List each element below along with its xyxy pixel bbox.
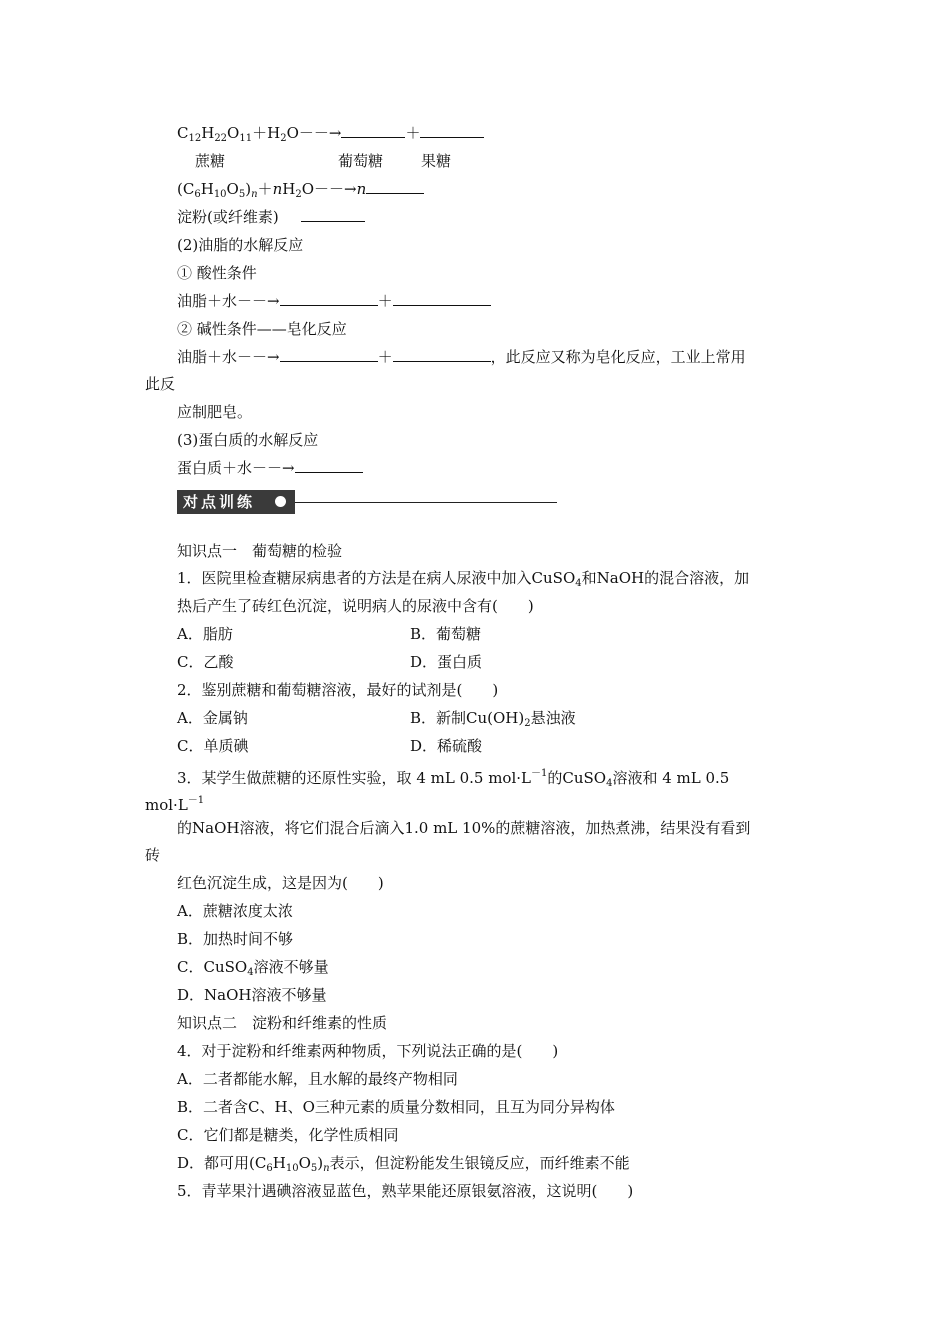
sucrose-equation: $C_{12}H_{22}O_{11}+H_2O--\to$ ＋	[177, 123, 484, 149]
q3-option-a[interactable]: A．蔗糖浓度太浓	[177, 902, 293, 920]
question-3-stem-cont: $mol\cdot L^{-1}$	[145, 795, 205, 814]
q4-option-c[interactable]: C．它们都是糖类，化学性质相同	[177, 1126, 399, 1144]
acid-condition-title: ① 酸性条件	[177, 264, 257, 282]
q1-option-c[interactable]: C．乙酸	[177, 653, 234, 671]
label-glucose: 葡萄糖	[338, 152, 384, 170]
q2-option-a[interactable]: A．金属钠	[177, 709, 248, 727]
knowledge-point-2: 知识点二 淀粉和纤维素的性质	[177, 1014, 388, 1032]
question-3-stem-cont: 红色沉淀生成，这是因为( )	[177, 874, 384, 892]
section-header-label: 对点训练	[177, 490, 295, 514]
label-sucrose: 蔗糖	[195, 152, 226, 170]
protein-hydrolysis-title: (3)蛋白质的水解反应	[177, 431, 319, 449]
knowledge-point-1: 知识点一 葡萄糖的检验	[177, 542, 343, 560]
question-2-stem: 2．鉴别蔗糖和葡萄糖溶液，最好的试剂是( )	[177, 681, 499, 699]
q3-option-c[interactable]: C．CuSO$_4$溶液不够量	[177, 958, 329, 978]
question-1-stem: 1．医院里检查糖尿病患者的方法是在病人尿液中加入CuSO$_4$和NaOH的混合溶液，加	[177, 569, 750, 589]
bullet-dot-icon	[275, 496, 286, 507]
q3-option-d[interactable]: D．NaOH溶液不够量	[177, 986, 327, 1004]
q1-option-a[interactable]: A．脂肪	[177, 625, 233, 643]
section-header	[177, 490, 557, 514]
answer-blank[interactable]	[420, 123, 484, 138]
question-4-stem: 4．对于淀粉和纤维素两种物质，下列说法正确的是( )	[177, 1042, 559, 1060]
answer-blank[interactable]	[366, 179, 424, 194]
answer-blank[interactable]	[280, 291, 378, 306]
answer-blank[interactable]	[393, 347, 491, 362]
q4-option-a[interactable]: A．二者都能水解，且水解的最终产物相同	[177, 1070, 458, 1088]
question-3-stem-cont: 砖	[145, 846, 161, 864]
label-fructose: 果糖	[421, 152, 452, 170]
q3-option-b[interactable]: B．加热时间不够	[177, 930, 294, 948]
answer-blank[interactable]	[341, 123, 405, 138]
fat-hydrolysis-title: (2)油脂的水解反应	[177, 236, 304, 254]
base-condition-title: ② 碱性条件——皂化反应	[177, 320, 347, 338]
starch-equation: $(C_6H_{10}O_5)_n+nH_2O--\to n$	[177, 179, 424, 205]
text-line: 应制肥皂。	[177, 403, 253, 421]
section-divider	[295, 502, 557, 503]
q4-option-d[interactable]: D．都可用$(C_6H_{10}O_5)_n$表示，但淀粉能发生银镜反应，而纤维素不能	[177, 1154, 630, 1174]
answer-blank[interactable]	[301, 207, 365, 222]
fat-base-equation: 油脂＋水－－→ ＋ ，此反应又称为皂化反应，工业上常用	[177, 348, 746, 366]
fat-acid-equation: 油脂＋水－－→ ＋	[177, 291, 491, 311]
text-line: 此反	[145, 375, 176, 393]
protein-equation: 蛋白质＋水－－→	[177, 458, 363, 478]
answer-blank[interactable]	[393, 291, 491, 306]
q4-option-b[interactable]: B．二者含C、H、O三种元素的质量分数相同，且互为同分异构体	[177, 1098, 615, 1116]
q2-option-b[interactable]: B．新制$Cu(OH)_2$悬浊液	[410, 709, 576, 729]
q1-option-b[interactable]: B．葡萄糖	[410, 625, 482, 643]
answer-blank[interactable]	[295, 458, 363, 473]
q2-option-c[interactable]: C．单质碘	[177, 737, 249, 755]
question-5-stem: 5．青苹果汁遇碘溶液显蓝色，熟苹果能还原银氨溶液，这说明( )	[177, 1182, 634, 1200]
question-3-stem: 3．某学生做蔗糖的还原性实验，取 4 mL 0.5 $mol\cdot L^{-1}$的CuSO$_4$溶液和 4 mL 0.5	[177, 768, 730, 789]
q2-option-d[interactable]: D．稀硫酸	[410, 737, 483, 755]
answer-blank[interactable]	[280, 347, 378, 362]
starch-label-line: 淀粉(或纤维素)	[177, 207, 365, 227]
q1-option-d[interactable]: D．蛋白质	[410, 653, 483, 671]
question-3-stem-cont: 的NaOH溶液，将它们混合后滴入1.0 mL 10%的蔗糖溶液，加热煮沸，结果没有看到	[177, 819, 751, 837]
question-1-stem-cont: 热后产生了砖红色沉淀，说明病人的尿液中含有( )	[177, 597, 534, 615]
